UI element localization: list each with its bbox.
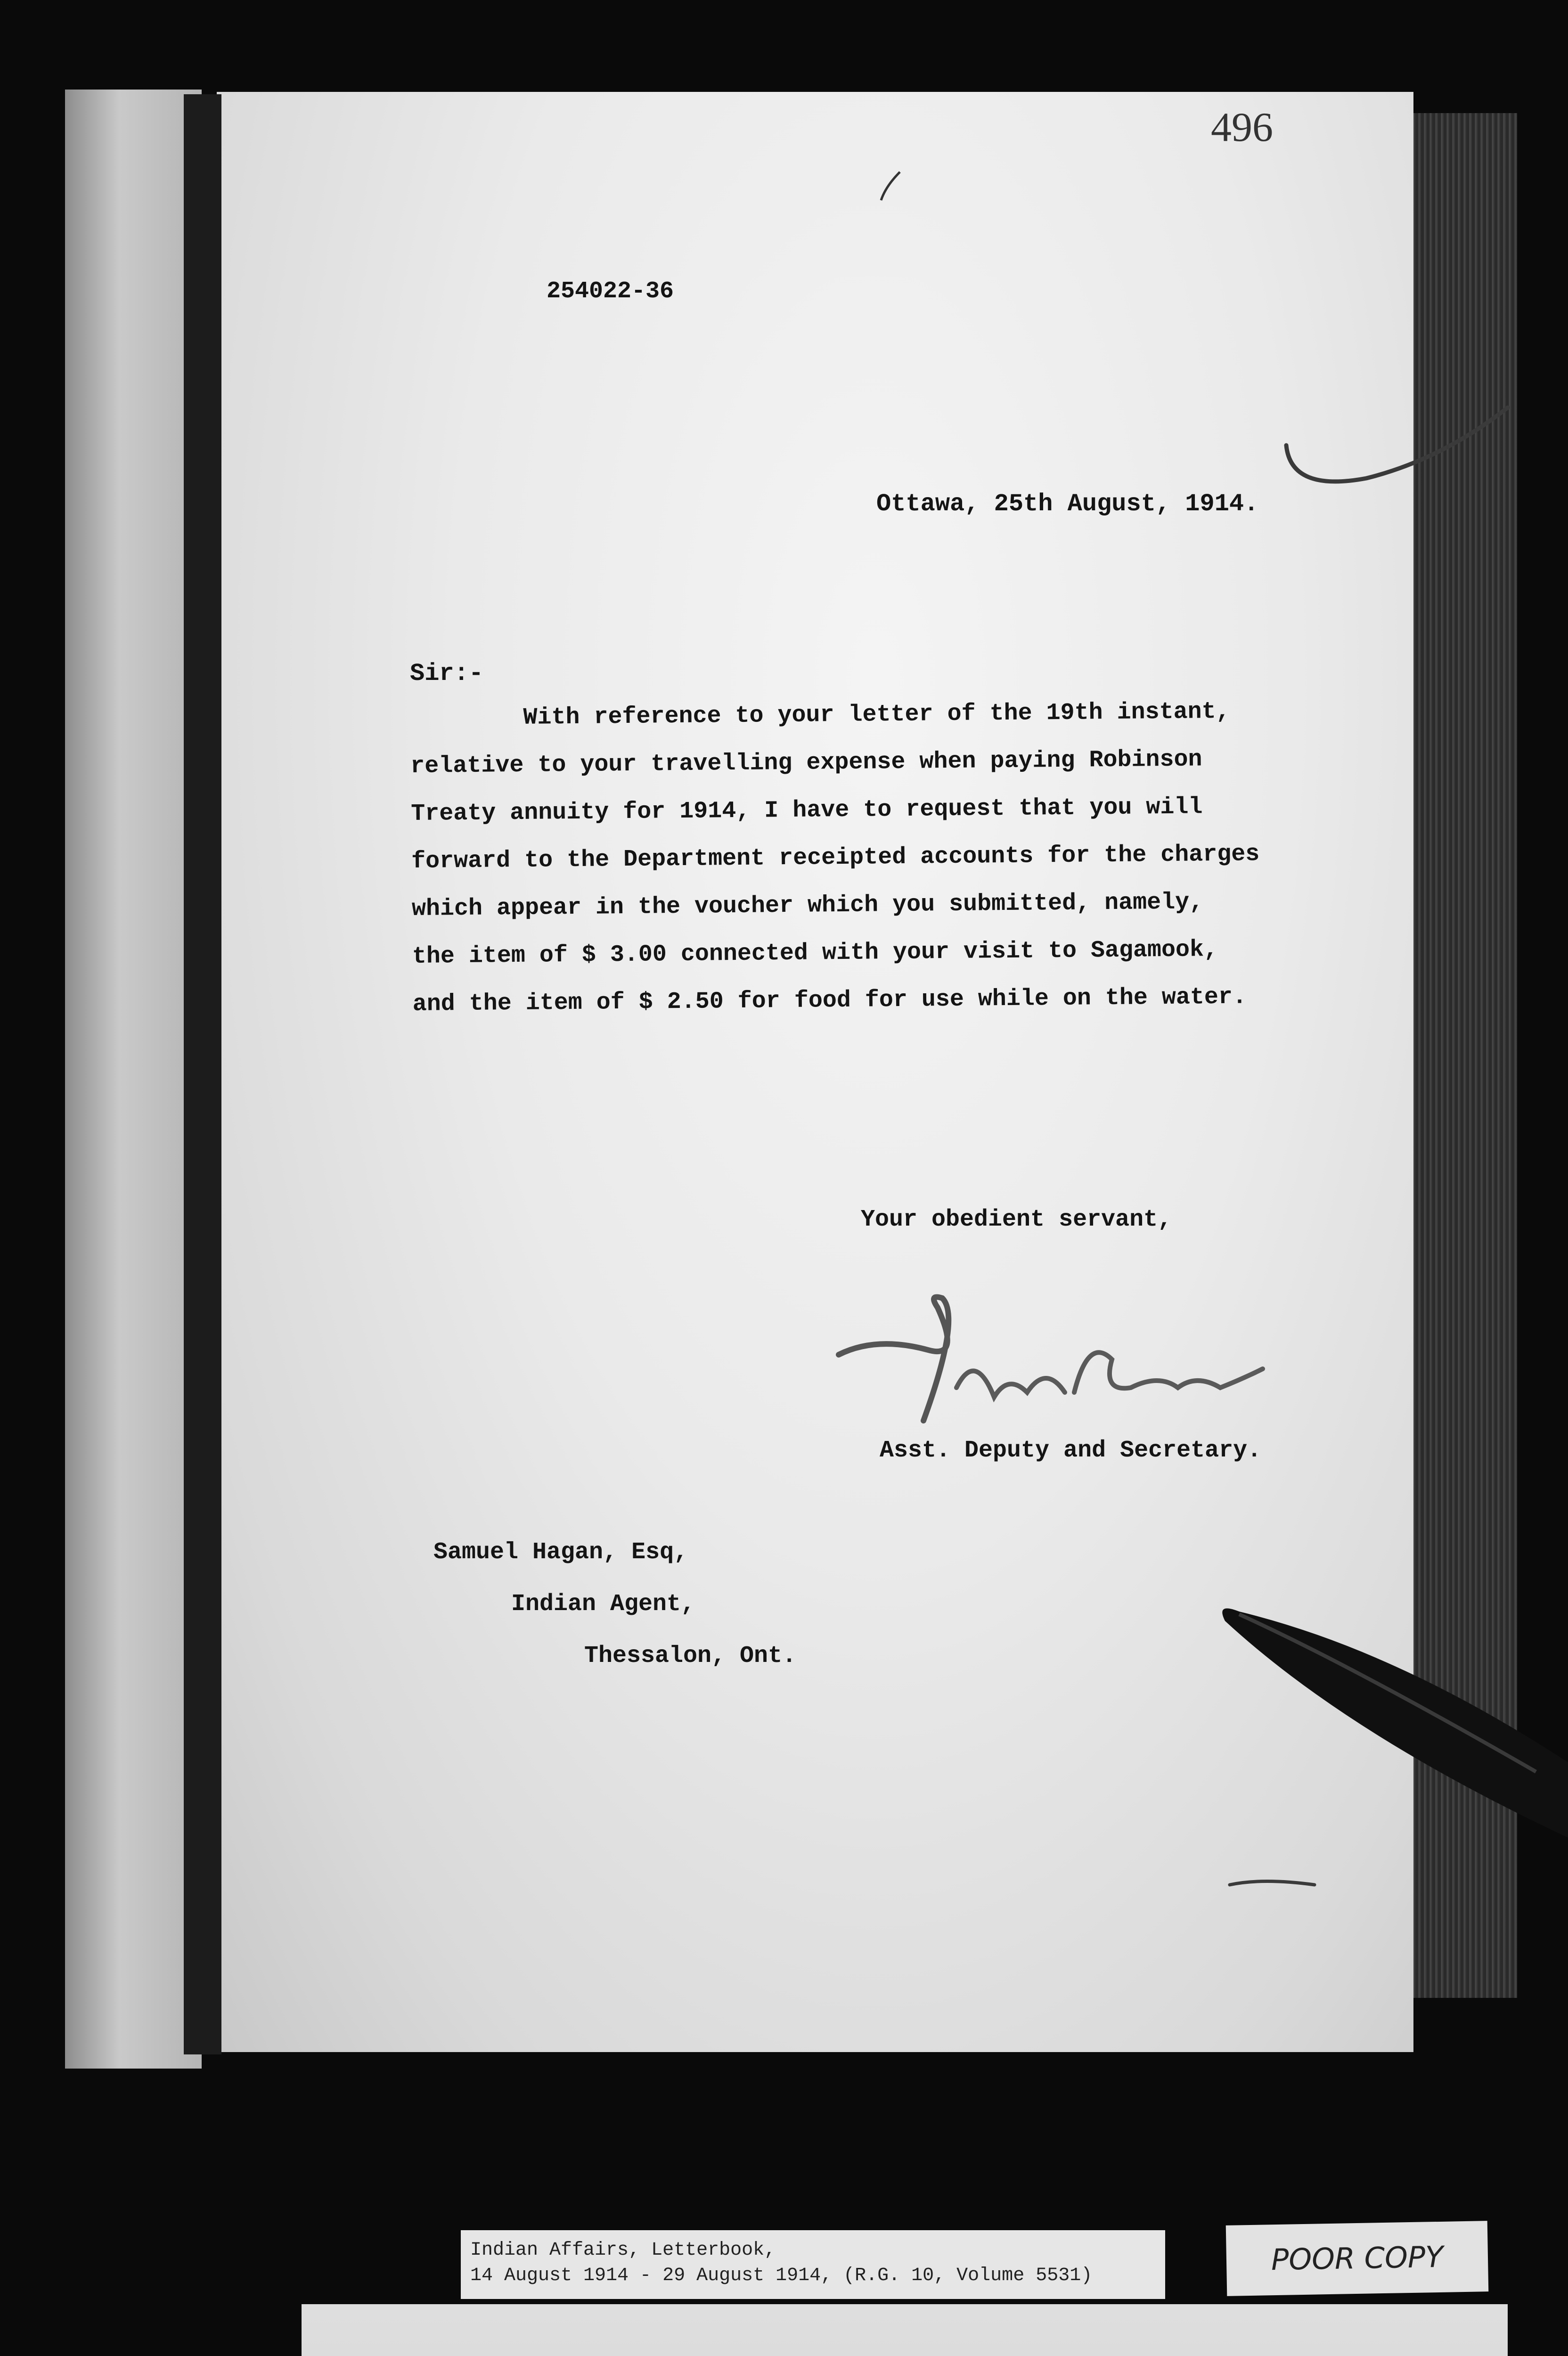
body-line: the item of $ 3.00 connected with your visit to Sagamook, (412, 936, 1218, 970)
body-line: relative to your travelling expense when paying Robinson (410, 746, 1202, 780)
pencil-stroke-mark (1272, 375, 1536, 497)
citation-line-1: Indian Affairs, Letterbook, (470, 2240, 776, 2261)
public-archives-stamp (302, 2304, 1508, 2356)
poor-copy-label: POOR COPY (1226, 2221, 1489, 2296)
body-line: which appear in the voucher which you submitted, namely, (411, 889, 1204, 923)
book-gutter (184, 94, 221, 2054)
letter-body (410, 686, 1496, 1028)
pencil-tick-mark (872, 163, 914, 205)
ink-stroke-mark (1225, 1873, 1319, 1892)
closing: Your obedient servant, (861, 1206, 1172, 1233)
pointer-stick (1206, 1593, 1568, 1838)
body-line: Treaty annuity for 1914, I have to request that you will (410, 794, 1203, 827)
addressee-location: Thessalon, Ont. (584, 1643, 797, 1669)
citation-label (461, 2230, 1165, 2299)
handwritten-signature (820, 1279, 1291, 1440)
addressee-position: Indian Agent, (511, 1591, 695, 1618)
salutation: Sir:- (410, 660, 484, 687)
file-reference: 254022-36 (547, 278, 674, 305)
addressee-name: Samuel Hagan, Esq, (433, 1539, 688, 1566)
citation-line-2: 14 August 1914 - 29 August 1914, (R.G. 10, Volume 5531) (470, 2265, 1093, 2286)
body-line: forward to the Department receipted accounts for the charges (411, 841, 1260, 875)
signatory-title: Asst. Deputy and Secretary. (880, 1437, 1262, 1464)
addressee-block (433, 1527, 796, 1682)
left-page-edge (65, 90, 202, 2069)
dateline: Ottawa, 25th August, 1914. (876, 490, 1259, 518)
page-number: 496 (1211, 105, 1273, 150)
body-line: With reference to your letter of the 19th instant, (410, 698, 1230, 732)
body-line: and the item of $ 2.50 for food for use while on the water. (412, 983, 1247, 1018)
